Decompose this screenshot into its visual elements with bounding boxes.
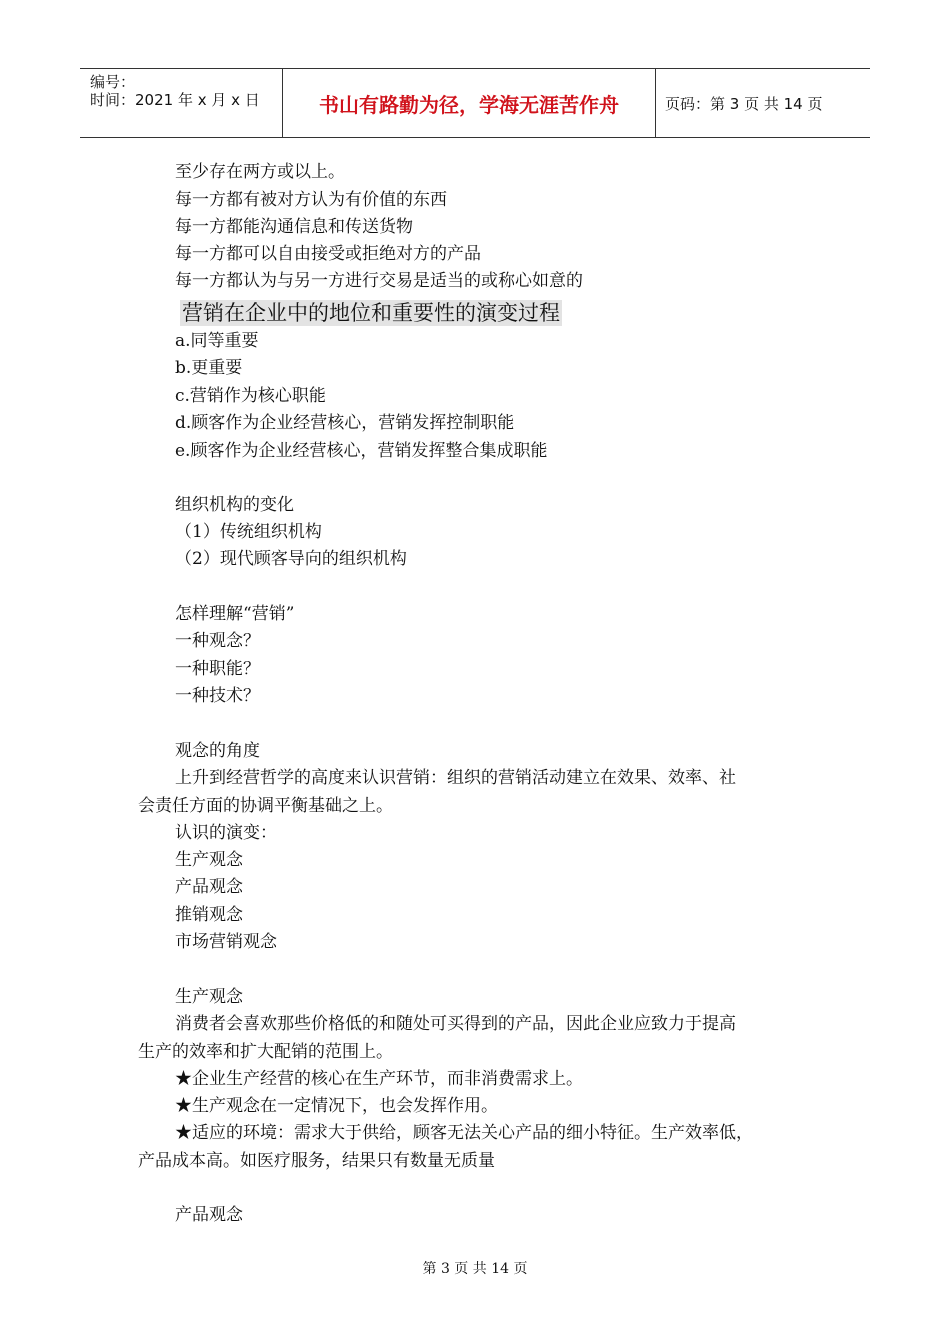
text-line: 每一方都有被对方认为有价值的东西	[175, 190, 447, 210]
paragraph-line: 会责任方面的协调平衡基础之上。	[138, 796, 393, 816]
star-point: ★适应的环境：需求大于供给，顾客无法关心产品的细小特征。生产效率低，	[175, 1123, 753, 1143]
paragraph-line: 生产的效率和扩大配销的范围上。	[138, 1042, 393, 1062]
list-item: 产品观念	[175, 877, 243, 897]
section-heading: 营销在企业中的地位和重要性的演变过程	[182, 301, 560, 325]
document-time-label: 时间：2021 年 x 月 x 日	[90, 91, 260, 109]
star-point: ★生产观念在一定情况下，也会发挥作用。	[175, 1096, 498, 1116]
list-item: 市场营销观念	[175, 932, 277, 952]
list-item: d.顾客作为企业经营核心，营销发挥控制职能	[175, 413, 515, 433]
org-title: 组织机构的变化	[175, 495, 294, 515]
list-item: 一种观念？	[175, 631, 260, 651]
list-item: 推销观念	[175, 905, 243, 925]
document-number-label: 编号：	[90, 73, 136, 91]
list-item: （2）现代顾客导向的组织机构	[175, 549, 407, 569]
concept-title: 观念的角度	[175, 741, 260, 761]
star-point: ★企业生产经营的核心在生产环节，而非消费需求上。	[175, 1069, 583, 1089]
list-item: b.更重要	[175, 358, 243, 378]
paragraph-line: 产品成本高。如医疗服务，结果只有数量无质量	[138, 1151, 495, 1171]
production-title: 生产观念	[175, 987, 243, 1007]
header-meta-cell	[80, 69, 283, 137]
page-footer: 第 3 页 共 14 页	[422, 1261, 528, 1277]
text-line: 每一方都可以自由接受或拒绝对方的产品	[175, 244, 481, 264]
text-line: 每一方都认为与另一方进行交易是适当的或称心如意的	[175, 271, 583, 291]
product-title: 产品观念	[175, 1205, 243, 1225]
header-motto: 书山有路勤为径，学海无涯苦作舟	[283, 69, 656, 137]
list-item: 一种技术？	[175, 686, 260, 706]
list-item: a.同等重要	[175, 331, 259, 351]
text-line: 至少存在两方或以上。	[175, 162, 345, 182]
list-item: e.顾客作为企业经营核心，营销发挥整合集成职能	[175, 441, 548, 461]
list-item: 一种职能？	[175, 659, 260, 679]
paragraph-line: 上升到经营哲学的高度来认识营销：组织的营销活动建立在效果、效率、社	[175, 768, 736, 788]
page-header	[80, 68, 870, 138]
paragraph-line: 消费者会喜欢那些价格低的和随处可买得到的产品，因此企业应致力于提高	[175, 1014, 736, 1034]
page-indicator: 页码：第 3 页 共 14 页	[665, 94, 823, 113]
header-page-cell	[656, 69, 870, 137]
evolution-title: 认识的演变：	[175, 823, 277, 843]
list-item: 生产观念	[175, 850, 243, 870]
understand-title: 怎样理解“营销”	[175, 604, 295, 624]
text-line: 每一方都能沟通信息和传送货物	[175, 217, 413, 237]
list-item: （1）传统组织机构	[175, 522, 322, 542]
list-item: c.营销作为核心职能	[175, 386, 326, 406]
